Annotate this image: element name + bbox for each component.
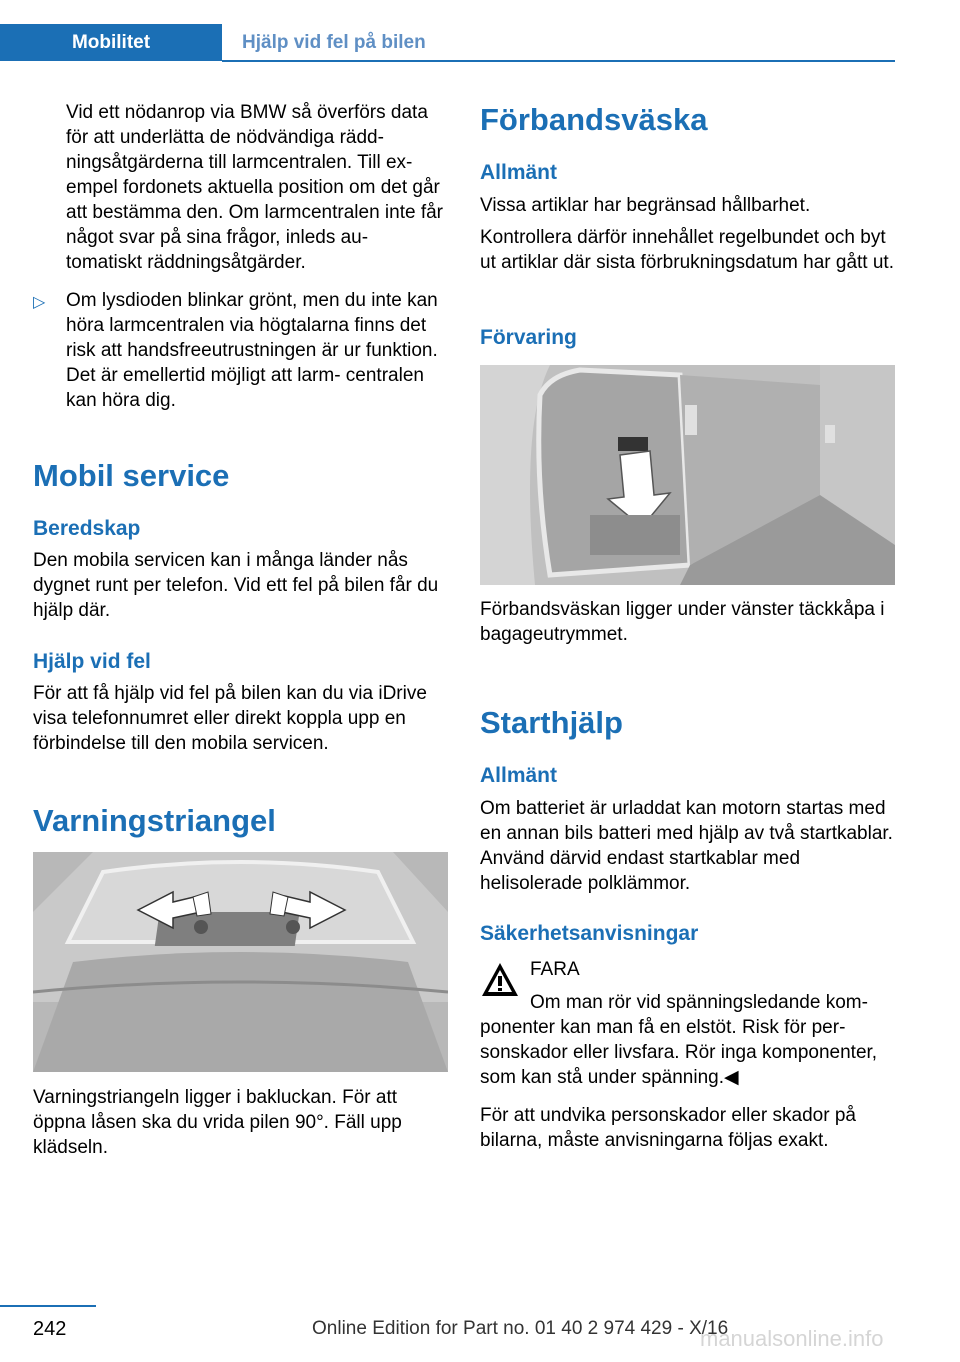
fara-text-first-line: Om man rör vid spänningsledande kom- [530, 992, 868, 1013]
edition-text: Online Edition for Part no. 01 40 2 974 429 - X/16 [312, 1318, 729, 1339]
heading-sakerhetsanvisningar: Säkerhetsanvisningar [480, 922, 699, 945]
intro-paragraph: Vid ett nödanrop via BMW så överförs data för att underlätta de nödvändiga rädd- ningsåtgärderna till larmcentralen. Till ex- empel fordonets aktuella position om det går att bestämma den. Om larmcentralen inte får något svar på sina frågor, inleds au- tomatiskt räddningsåtgärder. [66, 102, 443, 273]
heading-forbandsvaska: Förbandsväska [480, 102, 708, 137]
tab-mobilitet[interactable]: Mobilitet [0, 24, 222, 61]
footer-rule [0, 1305, 96, 1307]
hjalp-paragraph: För att få hjälp vid fel på bilen kan du via iDrive visa telefonnumret eller direkt koppla upp en förbindelse till den mobila servicen. [33, 683, 427, 754]
trunk-lid-illustration [33, 852, 448, 1072]
heading-allmant: Allmänt [480, 161, 558, 184]
chapter-header [0, 0, 960, 62]
heading-hjalp-vid-fel: Hjälp vid fel [33, 650, 151, 673]
first-aid-kit-figure [480, 365, 895, 585]
bullet-paragraph: Om lysdioden blinkar grönt, men du inte kan höra larmcentralen via högtalarna finns det risk att handsfreeutrustningen är ur funktion. Det är emellertid möjligt att larm- centralen kan höra dig. [66, 290, 438, 411]
page-number: 242 [33, 1318, 67, 1340]
fara-paragraph: ponenter kan man få en elstöt. Risk för per- sonskador eller livsfara. Rör inga komponenter, som kan stå under spänning.◀ [480, 1017, 878, 1088]
danger-warning-icon [480, 960, 520, 1000]
varningstriangel-caption: Varningstriangeln ligger i bakluckan. För att öppna låsen ska du vrida pilen 90°. Fäll upp klädseln. [33, 1087, 402, 1158]
forvaring-caption: Förbandsväskan ligger under vänster täckkåpa i bagageutrymmet. [480, 599, 885, 645]
warning-triangle-figure [33, 852, 448, 1072]
allmant-paragraph-2: Kontrollera därför innehållet regelbundet och byt ut artiklar där sista förbrukningsdatum har gått ut. [480, 227, 894, 273]
heading-starthjalp: Starthjälp [480, 705, 623, 740]
heading-mobil-service: Mobil service [33, 458, 230, 493]
starthjalp-paragraph: Om batteriet är urladdat kan motorn startas med en annan bils batteri med hjälp av två startkablar. Använd därvid endast startkablar med helisolerade polklämmor. [480, 798, 893, 894]
heading-varningstriangel: Varningstriangel [33, 803, 276, 838]
final-paragraph: För att undvika personskador eller skador på bilarna, måste anvisningarna följas exakt. [480, 1105, 856, 1151]
beredskap-paragraph: Den mobila servicen kan i många länder nås dygnet runt per telefon. Vid ett fel på bilen får du hjälp där. [33, 550, 439, 621]
trunk-compartment-illustration [480, 365, 895, 585]
heading-starthjalp-allmant: Allmänt [480, 764, 558, 787]
watermark: manualsonline.info [700, 1326, 884, 1351]
bullet-triangle-icon: ▷ [33, 294, 46, 311]
fara-label: FARA [530, 959, 580, 980]
tab-hjalp-vid-fel[interactable]: Hjälp vid fel på bilen [242, 31, 426, 53]
header-divider [222, 60, 895, 62]
heading-beredskap: Beredskap [33, 517, 141, 540]
heading-forvaring: Förvaring [480, 326, 577, 349]
allmant-paragraph-1: Vissa artiklar har begränsad hållbarhet. [480, 195, 811, 216]
